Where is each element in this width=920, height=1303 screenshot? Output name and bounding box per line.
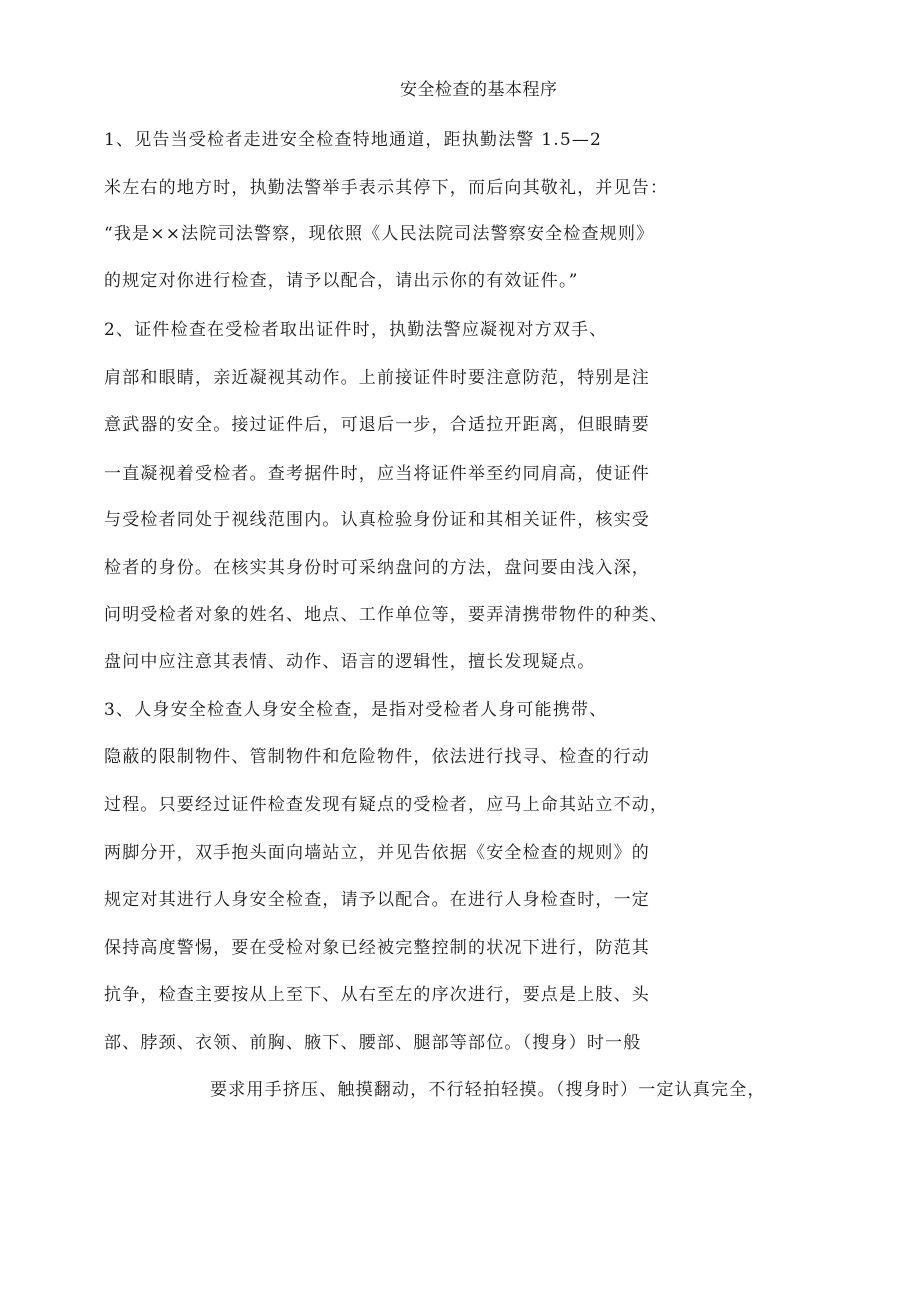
document-title: 安全检查的基本程序 <box>400 80 558 100</box>
paragraph-line-16: 两脚分开，双手抱头面向墙站立，并见告依据《安全检查的规则》的 <box>104 843 650 863</box>
paragraph-line-19: 抗争，检查主要按从上至下、从右至左的序次进行，要点是上肢、头 <box>104 985 650 1005</box>
paragraph-line-18: 保持高度警惕，要在受检对象已经被完整控制的状况下进行，防范其 <box>104 938 650 958</box>
paragraph-line-3: “我是××法院司法警察，现依照《人民法院司法警察安全检查规则》 <box>104 224 655 244</box>
paragraph-line-13: 3、人身安全检查人身安全检查，是指对受检者人身可能携带、 <box>104 700 608 720</box>
paragraph-line-1: 1、见告当受检者走进安全检查特地通道，距执勤法警 1.5—2 <box>104 130 603 150</box>
paragraph-line-20: 部、脖颈、衣领、前胸、腋下、腰部、腿部等部位。（搜身）时一般 <box>104 1033 642 1053</box>
paragraph-line-10: 检者的身份。在核实其身份时可采纳盘问的方法，盘问要由浅入深， <box>104 558 650 578</box>
paragraph-line-12: 盘问中应注意其表情、动作、语言的逻辑性，擅长发现疑点。 <box>104 652 596 672</box>
paragraph-line-11: 问明受检者对象的姓名、地点、工作单位等，要弄清携带物件的种类、 <box>104 605 669 625</box>
paragraph-line-6: 肩部和眼睛，亲近凝视其动作。上前接证件时要注意防范，特别是注 <box>104 368 650 388</box>
paragraph-line-14: 隐蔽的限制物件、管制物件和危险物件，依法进行找寻、检查的行动 <box>104 747 650 767</box>
paragraph-line-7: 意武器的安全。接过证件后，可退后一步，合适拉开距离，但眼睛要 <box>104 415 650 435</box>
paragraph-line-8: 一直凝视着受检者。查考据件时，应当将证件举至约同肩高，使证件 <box>104 464 650 484</box>
paragraph-line-15: 过程。只要经过证件检查发现有疑点的受检者，应马上命其站立不动， <box>104 795 669 815</box>
paragraph-line-4: 的规定对你进行检查，请予以配合，请出示你的有效证件。” <box>104 271 579 291</box>
paragraph-line-5: 2、证件检查在受检者取出证件时，执勤法警应凝视对方双手、 <box>104 320 608 340</box>
paragraph-line-21: 要求用手挤压、触摸翻动，不行轻拍轻摸。（搜身时）一定认真完全， <box>210 1080 766 1100</box>
paragraph-line-17: 规定对其进行人身安全检查，请予以配合。在进行人身检查时，一定 <box>104 890 650 910</box>
paragraph-line-2: 米左右的地方时，执勤法警举手表示其停下，而后向其敬礼，并见告： <box>104 178 669 198</box>
paragraph-line-9: 与受检者同处于视线范围内。认真检验身份证和其相关证件，核实受 <box>104 510 650 530</box>
